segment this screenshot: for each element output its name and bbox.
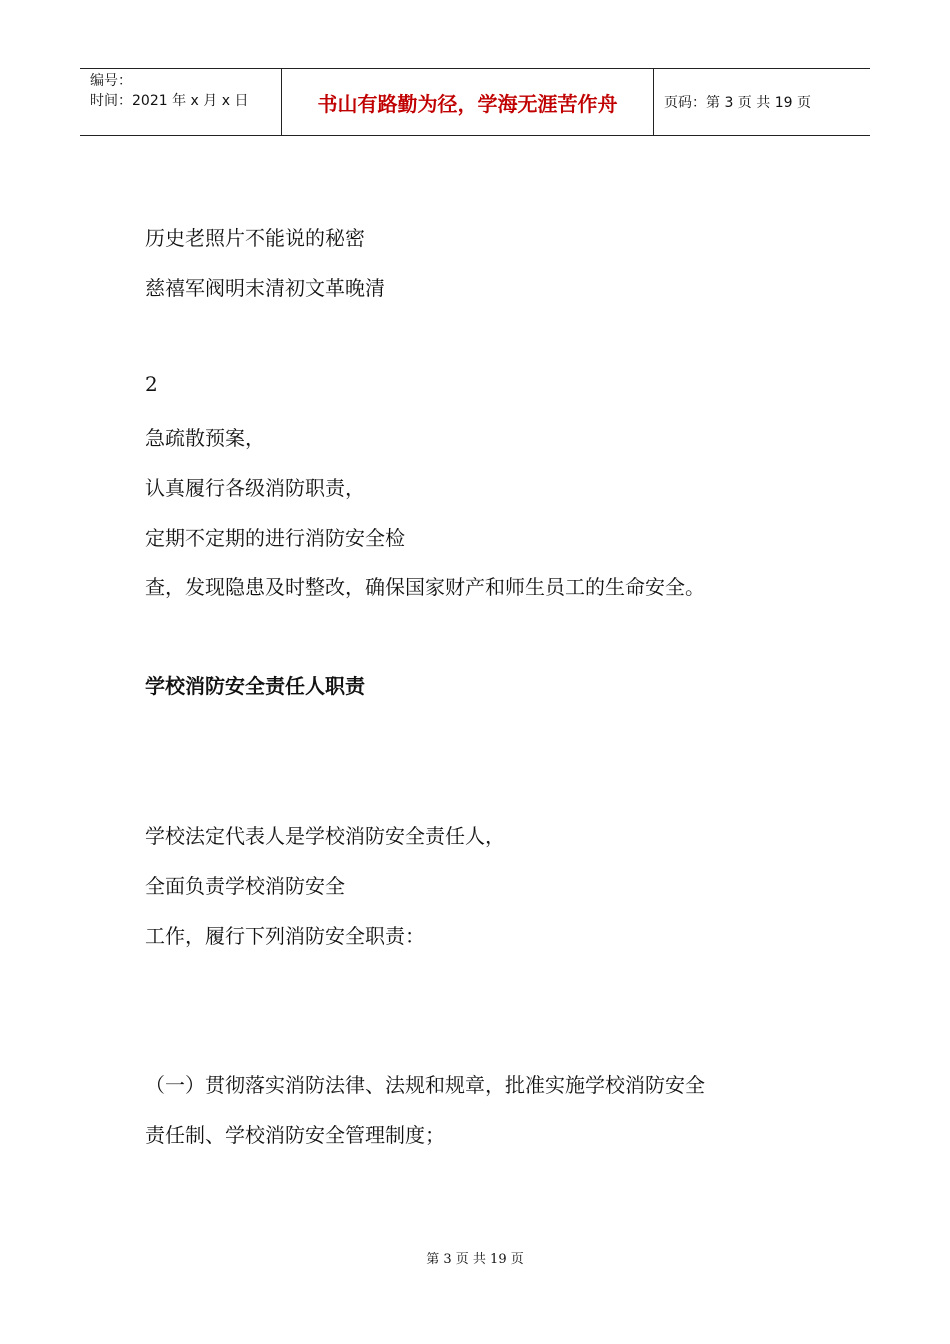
- page-footer: 第 3 页 共 19 页: [426, 1252, 524, 1267]
- header-meta: [80, 69, 282, 135]
- body-line: 工作，履行下列消防安全职责：: [145, 924, 425, 948]
- time-label: 时间：2021 年 x 月 x 日: [90, 93, 249, 109]
- body-line-item-1: （一）贯彻落实消防法律、法规和规章，批准实施学校消防安全: [145, 1073, 705, 1097]
- section-heading: 学校消防安全责任人职责: [145, 674, 365, 698]
- header-motto: 书山有路勤为径，学海无涯苦作舟: [282, 69, 654, 135]
- header-page-info: 页码：第 3 页 共 19 页: [664, 95, 811, 111]
- body-line: 认真履行各级消防职责，: [145, 476, 365, 500]
- body-line: 责任制、学校消防安全管理制度；: [145, 1123, 445, 1147]
- body-line: 全面负责学校消防安全: [145, 874, 345, 898]
- document-header: [80, 68, 870, 136]
- body-line-subtitle: 慈禧军阀明末清初文革晚清: [145, 276, 385, 300]
- body-line: 急疏散预案，: [145, 426, 265, 450]
- body-line-title: 历史老照片不能说的秘密: [145, 226, 365, 250]
- body-line: 学校法定代表人是学校消防安全责任人，: [145, 824, 505, 848]
- number-label: 编号：: [90, 73, 132, 89]
- body-line-number: 2: [145, 372, 158, 396]
- body-line: 定期不定期的进行消防安全检: [145, 526, 405, 550]
- body-line: 查，发现隐患及时整改，确保国家财产和师生员工的生命安全。: [145, 575, 705, 599]
